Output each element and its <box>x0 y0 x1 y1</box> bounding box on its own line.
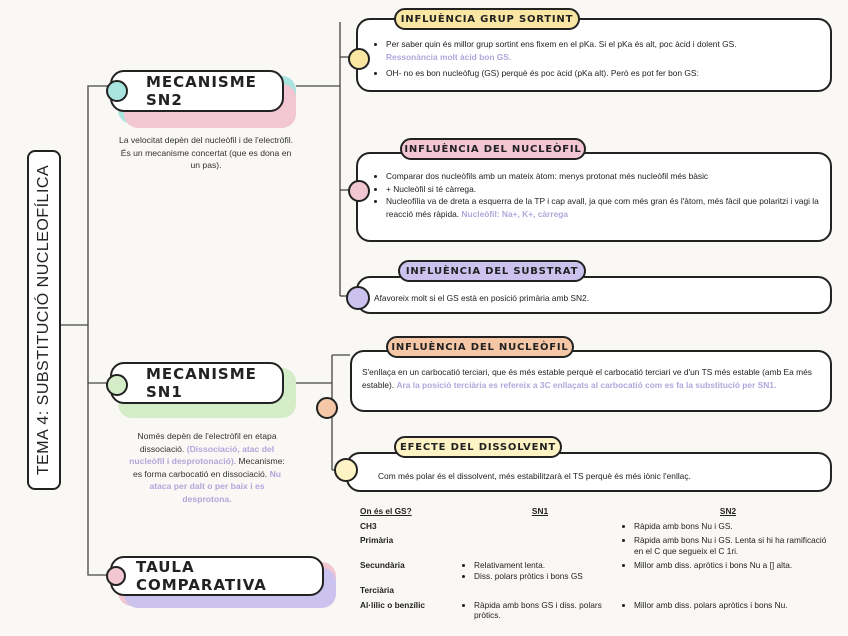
sn2-box <box>110 70 284 112</box>
sn1-dot <box>106 374 128 396</box>
nucleofil-sn2-dot <box>348 180 370 202</box>
row-label: Primària <box>360 535 394 545</box>
sn1-note-c: Mecanisme: es forma carbocatió en dissociació. <box>132 456 285 479</box>
row-label: CH3 <box>360 520 377 531</box>
nucleofil-bullet-1: • Comparar dos nucleòfils amb un mateix àtom: menys protonat més nucleòfil més bàsic <box>386 170 820 183</box>
taula-box <box>110 556 324 596</box>
taula-dot <box>106 566 126 586</box>
sn1-note-d: Nu ataca per dalt o per baix i es desprotona. <box>149 468 282 504</box>
table-header: On és el GS? <box>360 506 412 516</box>
heading-dissolvent: EFECTE DEL DISSOLVENT <box>394 436 562 458</box>
sn1-box <box>110 362 284 404</box>
card-dissolvent <box>346 452 832 492</box>
row-sn1 <box>460 519 620 534</box>
main-title-box <box>27 150 61 490</box>
dissolvent-dot <box>334 458 358 482</box>
dissolvent-text: Com més polar és el dissolvent, més estabilitzarà el TS perquè és més iònic l'enllaç. <box>378 471 691 481</box>
grup-sortint-bullet-2: • OH- no es bon nucleòfug (GS) perquè és poc àcid (pKa alt). Però es pot fer bon GS: <box>386 67 820 80</box>
heading-nucleofil-sn1: INFLUÈNCIA DEL NUCLEÒFIL <box>386 336 574 358</box>
row-sn1 <box>460 533 620 558</box>
row-sn2: • Ràpida amb bons Nu i GS. <box>620 519 836 534</box>
nucleofil-sn1-text: S'enllaça en un carbocatió terciari, que és més estable perquè el carbocatió terciari ve d'un TS més estable (amb Ea més estable). <box>362 367 812 390</box>
grup-sortint-dot <box>348 48 370 70</box>
row-sn1: • Ràpida amb bons GS i diss. polars pròtics. <box>460 598 620 623</box>
row-sn1: • Relativament lenta. • Diss. polars pròtics i bons GS <box>460 558 620 583</box>
nucleofil-bullet-2: • + Nucleòfil si té càrrega. <box>386 183 820 196</box>
sn1-label: MECANISME SN1 <box>146 365 257 401</box>
row-sn2: • Millor amb diss. apròtics i bons Nu a [] alta. <box>620 558 836 583</box>
row-sn1 <box>460 583 620 598</box>
substrat-dot <box>346 286 370 310</box>
row-label: Terciària <box>360 585 394 595</box>
substrat-text: Afavoreix molt si el GS està en posició primària amb SN2. <box>374 293 590 303</box>
table-row <box>356 583 836 598</box>
sn1-note-a: Només depèn de l'electròfil en etapa dissociació. <box>137 431 277 454</box>
nucleofil-bullet-3: • Nucleofília va de dreta a esquerra de la TP i cap avall, ja que com més gran és l'àtom, més fàcil que polaritzi i vagi la reacció més ràpida. Nucleòfil: Na+, K+, càrrega <box>386 195 820 220</box>
table-header: SN2 <box>719 506 737 516</box>
row-sn2: • Millor amb diss. polars apròtics i bons Nu. <box>620 598 836 623</box>
sn1-note-b: (Dissociació, atac del nucleòfil i desprotonació). <box>129 443 275 466</box>
table-row <box>356 519 836 534</box>
card-nucleofil-sn1 <box>350 350 832 412</box>
heading-nucleofil-sn2: INFLUÈNCIA DEL NUCLEÒFIL <box>400 138 586 160</box>
main-title: TEMA 4: SUBSTITUCIÓ NUCLEOFÍLICA <box>35 164 52 476</box>
heading-grup-sortint: INFLUÈNCIA GRUP SORTINT <box>394 8 580 30</box>
nucleofil-sn1-hl: Ara la posició terciària es refereix a 3C enllaçats al carbocatió com es fa la substitució per SN1. <box>396 379 777 390</box>
row-label: Secundària <box>360 560 405 570</box>
table-row <box>356 533 836 558</box>
table-row <box>356 558 836 583</box>
table-header: SN1 <box>531 506 549 516</box>
nucleofil-sn1-dot <box>316 397 338 419</box>
sn2-label: MECANISME SN2 <box>146 73 257 109</box>
sn2-note: La velocitat depèn del nucleòfil i de l'electròfil. És un mecanisme concertat (que es dona en un pas). <box>118 135 294 170</box>
row-sn2: • Ràpida amb bons Nu i GS. Lenta si hi ha ramificació en el C que segueix el C 1ri. <box>620 533 836 558</box>
sn1-note <box>124 430 290 505</box>
comparison-table <box>356 504 836 623</box>
grup-sortint-bullet-1: • Per saber quin és millor grup sortint ens fixem en el pKa. Si el pKa és alt, poc àcid i dolent GS. Ressonància molt àcid bon GS. <box>386 38 820 63</box>
card-nucleofil-sn2 <box>356 152 832 242</box>
table-row <box>356 598 836 623</box>
taula-label: TAULA COMPARATIVA <box>136 558 267 594</box>
row-sn2 <box>620 583 836 598</box>
table-header-row <box>356 504 836 519</box>
heading-substrat: INFLUÈNCIA DEL SUBSTRAT <box>398 260 586 282</box>
sn2-dot <box>106 80 128 102</box>
row-label: Al·lílic o benzílic <box>360 599 426 610</box>
